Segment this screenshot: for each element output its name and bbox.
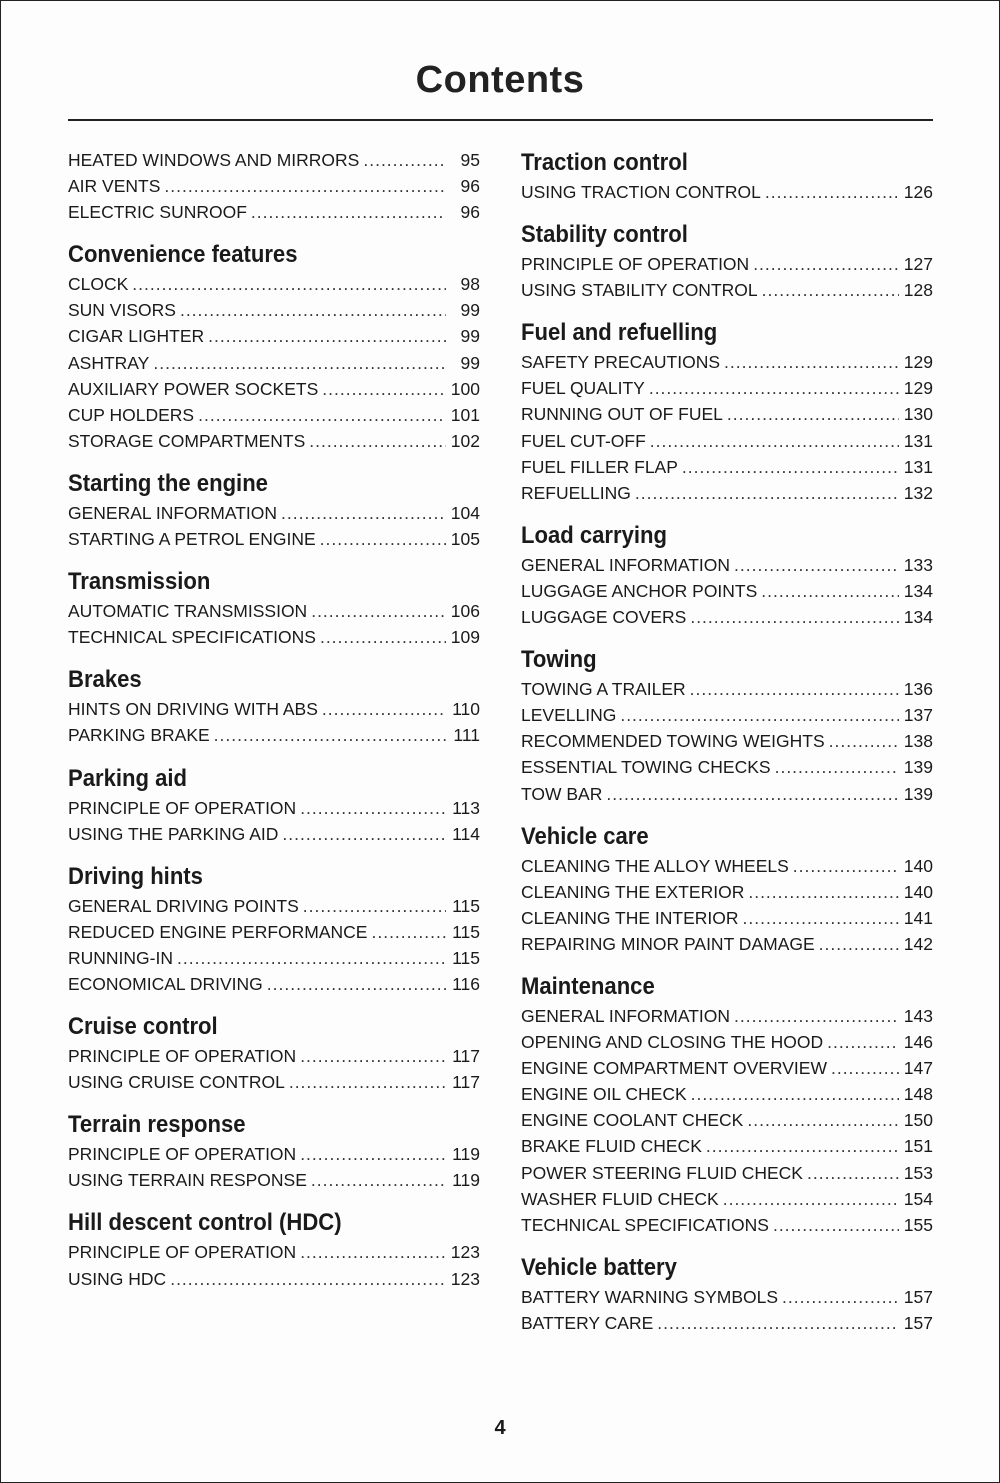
toc-section (521, 971, 933, 1238)
toc-entry[interactable] (521, 349, 933, 375)
toc-entry-title: USING HDC (68, 1268, 167, 1289)
dot-leader (289, 1069, 446, 1095)
toc-entry-title: USING STABILITY CONTROL (521, 280, 758, 301)
toc-entry-page: 130 (903, 404, 933, 425)
toc-entry-title: LUGGAGE COVERS (521, 607, 687, 628)
toc-entry[interactable] (68, 1043, 480, 1069)
dot-leader (782, 1284, 899, 1310)
toc-entry-page: 138 (903, 731, 933, 752)
dot-leader (281, 500, 446, 526)
dot-leader (300, 1239, 446, 1265)
toc-entry-title: GENERAL INFORMATION (521, 554, 731, 575)
dot-leader (180, 297, 446, 323)
toc-entry-title: ENGINE COMPARTMENT OVERVIEW (521, 1058, 827, 1079)
toc-entry-title: AUTOMATIC TRANSMISSION (68, 601, 308, 622)
toc-entry-title: CIGAR LIGHTER (68, 326, 205, 347)
toc-entry-page: 99 (460, 326, 480, 347)
dot-leader (208, 323, 446, 349)
section-heading: Convenience features (68, 241, 298, 269)
dot-leader (309, 428, 446, 454)
toc-entry[interactable] (521, 1160, 933, 1186)
toc-entry-title: HINTS ON DRIVING WITH ABS (68, 699, 318, 720)
section-heading: Load carrying (521, 521, 668, 549)
dot-leader (311, 1167, 446, 1193)
toc-entry-title: TECHNICAL SPECIFICATIONS (521, 1214, 769, 1235)
toc-entry-title: CUP HOLDERS (68, 404, 195, 425)
toc-entry[interactable] (68, 350, 480, 376)
dot-leader (635, 480, 899, 506)
toc-entry-page: 140 (903, 881, 933, 902)
dot-leader (300, 1043, 446, 1069)
toc-entry-title: USING THE PARKING AID (68, 823, 279, 844)
toc-entry[interactable] (521, 1029, 933, 1055)
toc-section (68, 239, 480, 454)
toc-entry-title: CLEANING THE EXTERIOR (521, 881, 745, 902)
toc-entry-page: 129 (903, 378, 933, 399)
toc-entry[interactable] (521, 251, 933, 277)
dot-leader (214, 722, 446, 748)
dot-leader (322, 376, 446, 402)
toc-entry[interactable] (521, 905, 933, 931)
toc-entry[interactable] (68, 428, 480, 454)
toc-entry-page: 119 (452, 1170, 480, 1191)
section-heading: Stability control (521, 221, 688, 249)
toc-entry-page: 141 (903, 907, 933, 928)
dot-leader (198, 402, 446, 428)
toc-entry-title: CLEANING THE INTERIOR (521, 907, 739, 928)
toc-entry[interactable] (521, 454, 933, 480)
toc-entry[interactable] (68, 971, 480, 997)
toc-entry-title: PRINCIPLE OF OPERATION (68, 797, 297, 818)
toc-entry-title: PRINCIPLE OF OPERATION (68, 1046, 297, 1067)
toc-entry-page: 139 (903, 783, 933, 804)
toc-entry[interactable] (68, 919, 480, 945)
toc-entry-title: REFUELLING (521, 482, 631, 503)
toc-entry[interactable] (521, 931, 933, 957)
dot-leader (620, 702, 899, 728)
toc-section (68, 468, 480, 552)
toc-entry-title: TOWING A TRAILER (521, 679, 686, 700)
dot-leader (691, 1081, 899, 1107)
toc-entry-page: 106 (450, 601, 480, 622)
toc-entry-title: GENERAL DRIVING POINTS (68, 895, 299, 916)
toc-entry[interactable] (68, 1069, 480, 1095)
dot-leader (363, 147, 446, 173)
toc-entry-title: PRINCIPLE OF OPERATION (521, 254, 750, 275)
toc-entry-page: 123 (450, 1268, 480, 1289)
toc-entry-page: 151 (903, 1136, 933, 1157)
toc-entry[interactable] (68, 821, 480, 847)
toc-entry-page: 113 (452, 797, 480, 818)
dot-leader (177, 945, 446, 971)
toc-entry-page: 102 (450, 430, 480, 451)
toc-section (521, 520, 933, 630)
section-heading: Traction control (521, 149, 688, 176)
toc-entry-page: 96 (460, 202, 480, 223)
dot-leader (300, 1141, 446, 1167)
toc-entry-page: 100 (450, 378, 480, 399)
dot-leader (657, 1310, 899, 1336)
toc-entry-title: ESSENTIAL TOWING CHECKS (521, 757, 771, 778)
dot-leader (682, 454, 899, 480)
page-title: Contents (415, 59, 585, 101)
dot-leader (153, 350, 446, 376)
toc-entry-page: 129 (903, 352, 933, 373)
toc-entry[interactable] (68, 1141, 480, 1167)
toc-entry[interactable] (68, 199, 480, 225)
toc-entry-title: GENERAL INFORMATION (68, 502, 278, 523)
toc-section (68, 1207, 480, 1291)
toc-entry[interactable] (521, 728, 933, 754)
toc-entry[interactable] (521, 1081, 933, 1107)
dot-leader (282, 821, 446, 847)
toc-section (521, 644, 933, 806)
section-heading: Vehicle battery (521, 1253, 677, 1281)
toc-entry[interactable] (521, 552, 933, 578)
toc-entry[interactable] (521, 1310, 933, 1336)
contents-right-column (521, 147, 933, 1336)
dot-leader (251, 199, 446, 225)
toc-entry-page: 99 (460, 352, 480, 373)
dot-leader (747, 1107, 899, 1133)
toc-entry-title: PRINCIPLE OF OPERATION (68, 1144, 297, 1165)
toc-entry-title: USING TRACTION CONTROL (521, 182, 761, 202)
toc-entry[interactable] (68, 696, 480, 722)
toc-entry-page: 157 (903, 1312, 933, 1333)
toc-entry-title: POWER STEERING FLUID CHECK (521, 1162, 803, 1183)
toc-entry[interactable] (521, 1212, 933, 1238)
toc-entry-page: 117 (452, 1072, 480, 1093)
toc-entry[interactable] (68, 500, 480, 526)
toc-entry[interactable] (521, 879, 933, 905)
toc-entry-page: 123 (450, 1242, 480, 1263)
toc-entry-title: FUEL CUT-OFF (521, 430, 646, 451)
toc-entry[interactable] (68, 795, 480, 821)
toc-entry-page: 147 (903, 1058, 933, 1079)
toc-entry-title: CLEANING THE ALLOY WHEELS (521, 855, 789, 876)
toc-entry[interactable] (68, 173, 480, 199)
dot-leader (300, 795, 446, 821)
toc-entry[interactable] (68, 1239, 480, 1265)
toc-entry-page: 154 (903, 1188, 933, 1209)
toc-entry-title: STARTING A PETROL ENGINE (68, 529, 316, 550)
toc-entry[interactable] (521, 781, 933, 807)
toc-section (521, 821, 933, 957)
dot-leader (831, 1055, 899, 1081)
dot-leader (723, 1186, 899, 1212)
toc-entry-page: 137 (903, 705, 933, 726)
toc-entry-page: 153 (903, 1162, 933, 1183)
toc-entry[interactable] (521, 428, 933, 454)
dot-leader (650, 428, 899, 454)
toc-entry-page: 115 (452, 895, 480, 916)
dot-leader (322, 696, 446, 722)
toc-entry-page: 116 (452, 973, 480, 994)
toc-entry-page: 105 (450, 529, 480, 550)
toc-entry-page: 143 (903, 1005, 933, 1026)
toc-entry-page: 111 (453, 725, 480, 746)
toc-entry-page: 131 (903, 456, 933, 477)
dot-leader (761, 578, 899, 604)
toc-entry-page: 128 (903, 280, 933, 301)
toc-entry-title: STORAGE COMPARTMENTS (68, 430, 306, 451)
toc-entry[interactable] (68, 598, 480, 624)
dot-leader (311, 598, 446, 624)
title-divider (68, 119, 933, 121)
toc-section (68, 763, 480, 847)
dot-leader (303, 893, 446, 919)
section-heading: Hill descent control (HDC) (68, 1209, 342, 1237)
toc-entry-title: ENGINE COOLANT CHECK (521, 1110, 744, 1131)
toc-entry[interactable] (521, 676, 933, 702)
toc-entry-title: ELECTRIC SUNROOF (68, 202, 247, 223)
toc-entry[interactable] (521, 480, 933, 506)
toc-entry-title: RECOMMENDED TOWING WEIGHTS (521, 731, 825, 752)
toc-section (68, 147, 480, 225)
toc-entry-page: 104 (450, 502, 480, 523)
toc-entry-page: 136 (903, 679, 933, 700)
dot-leader (773, 1212, 899, 1238)
dot-leader (649, 375, 899, 401)
dot-leader (132, 271, 446, 297)
toc-entry-title: ECONOMICAL DRIVING (68, 973, 263, 994)
toc-entry-page: 95 (460, 150, 480, 170)
dot-leader (762, 277, 899, 303)
toc-entry-page: 146 (903, 1032, 933, 1053)
toc-entry-page: 132 (903, 482, 933, 503)
toc-entry-title: ASHTRAY (68, 352, 150, 373)
dot-leader (753, 251, 899, 277)
toc-entry[interactable] (521, 853, 933, 879)
toc-entry-title: RUNNING-IN (68, 947, 173, 968)
dot-leader (706, 1133, 899, 1159)
toc-entry-page: 110 (452, 699, 480, 720)
toc-entry[interactable] (521, 401, 933, 427)
toc-entry[interactable] (68, 945, 480, 971)
toc-entry-title: ENGINE OIL CHECK (521, 1084, 687, 1105)
toc-entry[interactable] (68, 323, 480, 349)
section-heading: Brakes (68, 666, 142, 694)
toc-entry-title: SUN VISORS (68, 300, 176, 321)
section-heading: Starting the engine (68, 469, 268, 497)
toc-entry-page: 139 (903, 757, 933, 778)
toc-entry-page: 157 (903, 1286, 933, 1307)
toc-entry[interactable] (68, 722, 480, 748)
toc-entry-page: 127 (903, 254, 933, 275)
toc-entry[interactable] (521, 702, 933, 728)
toc-entry-page: 126 (903, 182, 933, 202)
dot-leader (807, 1160, 899, 1186)
toc-entry-title: BATTERY WARNING SYMBOLS (521, 1286, 779, 1307)
toc-entry[interactable] (521, 578, 933, 604)
toc-section (521, 1252, 933, 1336)
toc-section (521, 317, 933, 506)
toc-entry[interactable] (521, 604, 933, 630)
dot-leader (743, 905, 900, 931)
section-heading: Terrain response (68, 1111, 246, 1139)
toc-entry-page: 99 (460, 300, 480, 321)
toc-entry-page: 109 (450, 627, 480, 648)
toc-entry-page: 150 (903, 1110, 933, 1131)
toc-entry-title: GENERAL INFORMATION (521, 1005, 731, 1026)
toc-entry[interactable] (68, 1167, 480, 1193)
dot-leader (793, 853, 899, 879)
contents-left-column (68, 147, 480, 1292)
toc-entry-page: 131 (903, 430, 933, 451)
section-heading: Driving hints (68, 862, 203, 890)
toc-entry-title: PRINCIPLE OF OPERATION (68, 1242, 297, 1263)
toc-entry-title: USING CRUISE CONTROL (68, 1072, 285, 1093)
toc-entry[interactable] (521, 1003, 933, 1029)
dot-leader (734, 1003, 899, 1029)
toc-entry-title: TECHNICAL SPECIFICATIONS (68, 627, 316, 648)
dot-leader (606, 781, 899, 807)
toc-entry-title: BATTERY CARE (521, 1312, 654, 1333)
section-heading: Transmission (68, 568, 211, 596)
toc-entry[interactable] (521, 1133, 933, 1159)
toc-entry-title: FUEL QUALITY (521, 378, 645, 399)
toc-entry-page: 140 (903, 855, 933, 876)
toc-entry-title: BRAKE FLUID CHECK (521, 1136, 702, 1157)
toc-entry-page: 115 (452, 921, 480, 942)
toc-entry-title: RUNNING OUT OF FUEL (521, 404, 723, 425)
toc-entry-page: 98 (460, 274, 480, 295)
toc-entry-title: REPAIRING MINOR PAINT DAMAGE (521, 933, 815, 954)
section-heading: Cruise control (68, 1013, 218, 1041)
dot-leader (734, 552, 899, 578)
toc-entry-title: LEVELLING (521, 705, 617, 726)
dot-leader (827, 1029, 899, 1055)
toc-entry[interactable] (68, 271, 480, 297)
toc-entry-title: CLOCK (68, 274, 129, 295)
toc-section (68, 1011, 480, 1095)
toc-entry[interactable] (68, 893, 480, 919)
section-heading: Fuel and refuelling (521, 319, 718, 347)
dot-leader (320, 624, 446, 650)
toc-entry[interactable] (521, 375, 933, 401)
dot-leader (267, 971, 446, 997)
toc-entry-page: 155 (903, 1214, 933, 1235)
toc-entry-page: 133 (903, 554, 933, 575)
dot-leader (727, 401, 899, 427)
toc-entry-title: AUXILIARY POWER SOCKETS (68, 378, 319, 399)
dot-leader (170, 1266, 446, 1292)
section-heading: Parking aid (68, 764, 188, 792)
dot-leader (320, 526, 446, 552)
toc-entry-title: LUGGAGE ANCHOR POINTS (521, 580, 758, 601)
toc-entry-title: FUEL FILLER FLAP (521, 456, 678, 477)
dot-leader (819, 931, 899, 957)
toc-section (521, 219, 933, 303)
toc-entry-title: WASHER FLUID CHECK (521, 1188, 719, 1209)
toc-entry-page: 134 (903, 580, 933, 601)
dot-leader (829, 728, 899, 754)
toc-entry[interactable] (521, 1186, 933, 1212)
toc-entry-title: SAFETY PRECAUTIONS (521, 352, 721, 373)
toc-entry-page: 115 (452, 947, 480, 968)
page-number: 4 (494, 1417, 506, 1439)
toc-entry[interactable] (521, 1284, 933, 1310)
toc-entry[interactable] (521, 1055, 933, 1081)
toc-entry-title: AIR VENTS (68, 176, 161, 197)
dot-leader (690, 676, 899, 702)
toc-section (521, 147, 933, 205)
dot-leader (765, 179, 899, 205)
dot-leader (775, 754, 899, 780)
dot-leader (164, 173, 446, 199)
toc-entry-page: 119 (452, 1144, 480, 1165)
toc-entry[interactable] (521, 277, 933, 303)
toc-entry-page: 117 (452, 1046, 480, 1067)
toc-entry[interactable] (521, 179, 933, 205)
toc-entry[interactable] (521, 754, 933, 780)
toc-entry[interactable] (68, 1266, 480, 1292)
toc-entry-title: PARKING BRAKE (68, 725, 210, 746)
toc-section (68, 861, 480, 997)
toc-entry-title: TOW BAR (521, 783, 603, 804)
toc-entry-title: USING TERRAIN RESPONSE (68, 1170, 307, 1191)
toc-entry[interactable] (68, 526, 480, 552)
dot-leader (690, 604, 899, 630)
toc-entry[interactable] (68, 147, 480, 173)
toc-entry-title: HEATED WINDOWS AND MIRRORS (68, 150, 360, 170)
toc-entry-page: 148 (903, 1084, 933, 1105)
toc-entry[interactable] (68, 376, 480, 402)
toc-entry-page: 114 (452, 823, 480, 844)
section-heading: Vehicle care (521, 822, 649, 850)
toc-entry-page: 101 (450, 404, 480, 425)
dot-leader (748, 879, 899, 905)
toc-entry-title: OPENING AND CLOSING THE HOOD (521, 1032, 824, 1053)
toc-entry-title: REDUCED ENGINE PERFORMANCE (68, 921, 368, 942)
dot-leader (724, 349, 899, 375)
toc-entry-page: 142 (903, 933, 933, 954)
toc-entry[interactable] (521, 1107, 933, 1133)
section-heading: Maintenance (521, 972, 655, 1000)
toc-section (68, 664, 480, 748)
toc-entry[interactable] (68, 402, 480, 428)
toc-section (68, 1109, 480, 1193)
toc-section (68, 566, 480, 650)
dot-leader (371, 919, 446, 945)
toc-entry-page: 96 (460, 176, 480, 197)
toc-entry[interactable] (68, 624, 480, 650)
section-heading: Towing (521, 646, 597, 674)
toc-entry-page: 134 (903, 607, 933, 628)
toc-entry[interactable] (68, 297, 480, 323)
